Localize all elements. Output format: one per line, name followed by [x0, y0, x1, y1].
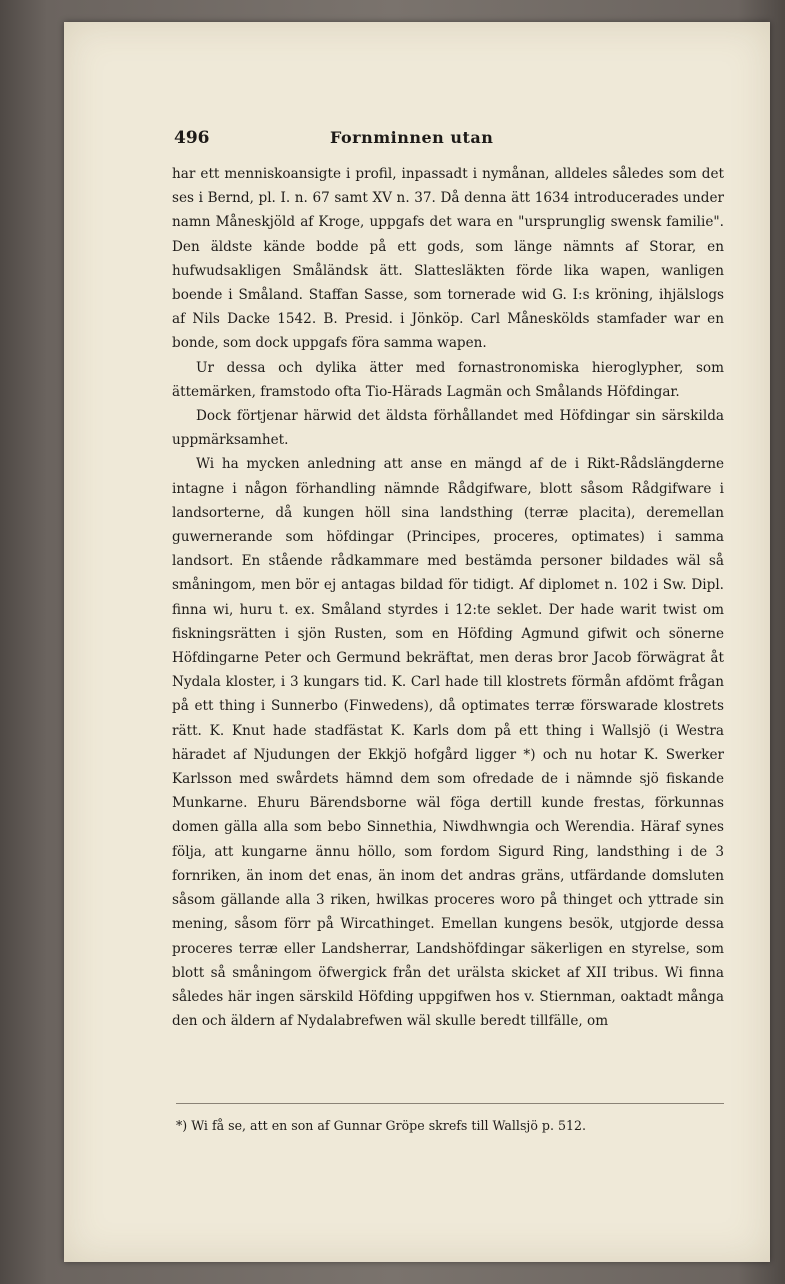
- page-number: 496: [174, 128, 210, 148]
- footnote: *) Wi få se, att en son af Gunnar Gröpe skrefs till Wallsjö p. 512.: [176, 1118, 587, 1133]
- paragraph-3: Dock förtjenar härwid det äldsta förhållandet med Höfdingar sin särskilda uppmärksamhet.: [172, 408, 724, 449]
- paragraph-2: Ur dessa och dylika ätter med fornastronomiska hieroglypher, som ättemärken, framstodo ofta Tio-Härads Lagmän och Smålands Höfdingar.: [172, 359, 724, 400]
- page-header: [112, 128, 722, 152]
- footnote-divider: [176, 1103, 724, 1104]
- body-text: [172, 162, 724, 1033]
- running-title: Fornminnen utan: [330, 128, 494, 147]
- paragraph-4: Wi ha mycken anledning att anse en mängd af de i Rikt-Rådslängderne intagne i någon förhandling nämnde Rådgifware, blott såsom Rådgifware i landsorterne, då kungen höll sina landsthing (terræ placita), deremellan guwernerande som höfdingar (Principes, proceres, optimates) i samma landsort. En stående rådkammare med bestämda personer bildades wäl så småningom, men bör ej antagas bildad för tidigt. Af diplomet n. 102 i Sw. Dipl. finna wi, huru t. ex. Småland styrdes i 12:te seklet. Der hade warit twist om fiskningsrätten i sjön Rusten, som en Höfding Agmund gifwit och sönerne Höfdingarne Peter och Germund bekräftat, men deras bror Jacob förwägrat åt Nydala kloster, i 3 kungars tid. K. Carl hade till klostrets förmån afdömt frågan på ett thing i Sunnerbo (Finwedens), då optimates terræ förswarade klostrets rätt. K. Knut hade stadfästat K. Karls dom på ett thing i Wallsjö (i Westra häradet af Njudungen der Ekkjö hofgård ligger *) och nu hotar K. Swerker Karlsson med swårdets hämnd dem som ofredade de i nämnde sjö fiskande Munkarne. Ehuru Bärendsborne wäl föga dertill kunde frestas, förkunnas domen gälla alla som bebo Sinnethia, Niwdhwngia och Werendia. Häraf synes följa, att kungarne ännu höllo, som fordom Sigurd Ring, landsthing i de 3 fornriken, än inom det enas, än inom det andras gräns, utfärdande domsluten såsom gällande alla 3 riken, hwilkas proceres woro på thinget och yttrade sin mening, såsom förr på Wircathinget. Emellan kungens besök, utgjorde dessa proceres terræ eller Landsherrar, Landshöfdingar säkerligen en styrelse, som blott så småningom öfwergick från det urälsta skicket af XII tribus. Wi finna således här ingen särskild Höfding uppgifwen hos v. Stiernman, oaktadt många den och äldern af Nydalabrefwen wäl skulle beredt tillfälle, om: [172, 456, 724, 1030]
- paragraph-1: har ett menniskoansigte i profil, inpassadt i nymånan, alldeles således som det ses i Bernd, pl. I. n. 67 samt XV n. 37. Då denna ätt 1634 introducerades under namn Måneskjöld af Kroge, uppgafs det wara en "ursprunglig swensk familie". Den äldste kände bodde på ett gods, som länge nämnts af Storar, en hufwudsakligen Småländsk ätt. Slattesläkten förde lika wapen, wanligen boende i Småland. Staffan Sasse, som tornerade wid G. I:s kröning, ihjälslogs af Nils Dacke 1542. B. Presid. i Jönköp. Carl Måneskölds stamfader war en bonde, som dock uppgafs föra samma wapen.: [172, 166, 724, 352]
